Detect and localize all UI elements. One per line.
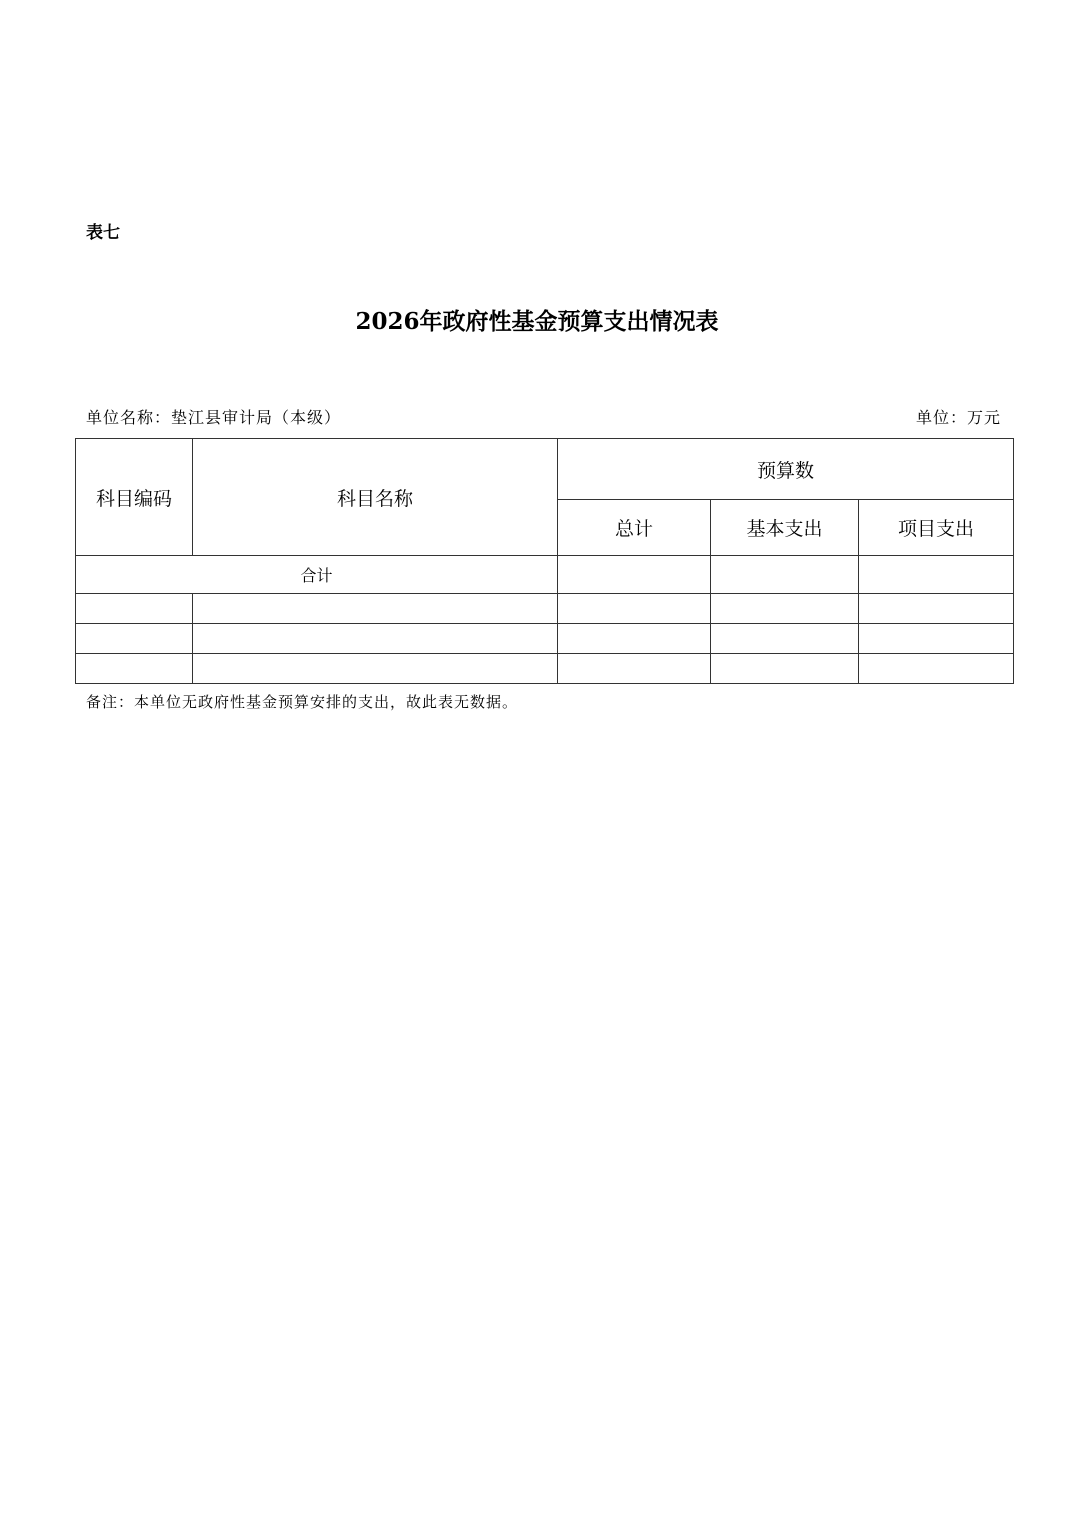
- cell-basic: [711, 654, 859, 684]
- cell-project: [859, 624, 1014, 654]
- total-cell-project: [859, 556, 1014, 594]
- cell-project: [859, 594, 1014, 624]
- total-row: [76, 556, 1014, 594]
- table-row: [76, 624, 1014, 654]
- unit-name-label: 单位名称：垫江县审计局（本级）: [86, 408, 342, 427]
- header-total: 总计: [558, 500, 711, 556]
- cell-basic: [711, 594, 859, 624]
- cell-basic: [711, 624, 859, 654]
- header-subject-code: 科目编码: [76, 439, 193, 556]
- cell-total: [558, 624, 711, 654]
- budget-table: [75, 438, 1014, 684]
- cell-code: [76, 624, 193, 654]
- table-number-label: 表七: [86, 223, 120, 243]
- cell-name: [193, 594, 558, 624]
- header-row: [76, 439, 1014, 500]
- header-project-expense: 项目支出: [859, 500, 1014, 556]
- header-budget-amount: 预算数: [558, 439, 1014, 500]
- cell-name: [193, 654, 558, 684]
- cell-project: [859, 654, 1014, 684]
- cell-code: [76, 654, 193, 684]
- cell-code: [76, 594, 193, 624]
- cell-total: [558, 654, 711, 684]
- currency-unit-label: 单位：万元: [915, 408, 1001, 427]
- table-note: 备注：本单位无政府性基金预算安排的支出，故此表无数据。: [86, 693, 519, 711]
- table-row: [76, 654, 1014, 684]
- total-cell-total: [558, 556, 711, 594]
- table-row: [76, 594, 1014, 624]
- cell-total: [558, 594, 711, 624]
- total-cell-basic: [711, 556, 859, 594]
- document-title: 2026年政府性基金预算支出情况表: [355, 308, 719, 335]
- total-label: 合计: [76, 556, 558, 594]
- header-basic-expense: 基本支出: [711, 500, 859, 556]
- cell-name: [193, 624, 558, 654]
- header-subject-name: 科目名称: [193, 439, 558, 556]
